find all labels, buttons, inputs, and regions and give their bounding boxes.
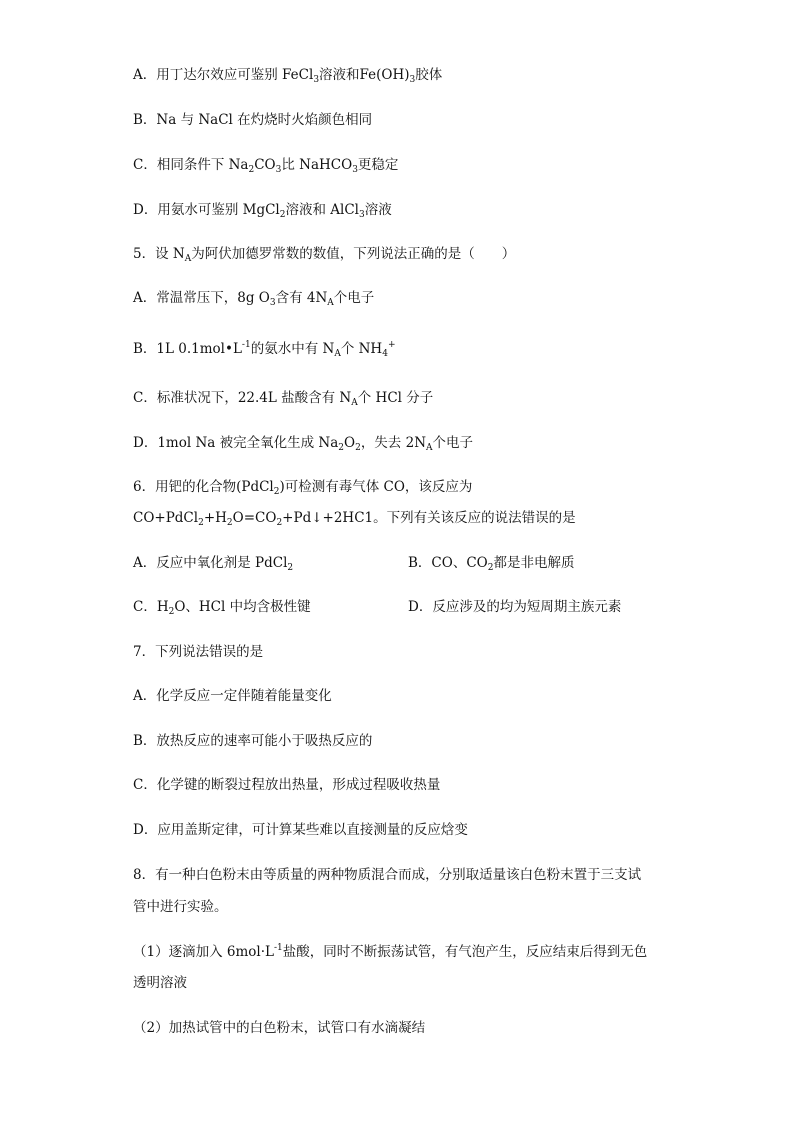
q4-option-b: B．Na 与 NaCl 在灼烧时火焰颜色相同 (133, 112, 373, 128)
q8-part1-line1: （1）逐滴加入 $6mol\cdot L^{-1}$盐酸，同时不断振荡试管，有气泡产生，反应结束后得到无色 (133, 943, 648, 960)
q5-option-a: A．常温常压下，8g $O_3$含有 $4N_A$个电子 (133, 290, 375, 308)
q8-stem-line2: 管中进行实验。 (133, 899, 228, 915)
q4-option-d: D．用氨水可鉴别 MgCl$_2$溶液和 AlCl$_3$溶液 (133, 202, 392, 220)
q5-option-d: D．1mol Na 被完全氧化生成 $Na_2O_2$，失去 $2N_A$个电子 (133, 435, 474, 453)
q8-stem-line1: 8．有一种白色粉末由等质量的两种物质混合而成，分别取适量该白色粉末置于三支试 (133, 867, 642, 883)
q6-option-b: B．CO、$CO_2$都是非电解质 (408, 555, 575, 573)
q6-stem-line2: $CO+PdCl_2+H_2O=CO_2+Pd↓+2HC1$。下列有关该反应的说法错误的是 (133, 510, 576, 528)
q7-option-a: A．化学反应一定伴随着能量变化 (133, 688, 332, 704)
q7-stem: 7．下列说法错误的是 (133, 644, 264, 660)
q5-stem: 5．设 $N_A$为阿伏加德罗常数的数值，下列说法正确的是（ ） (133, 246, 516, 264)
q6-option-d: D．反应涉及的均为短周期主族元素 (408, 599, 622, 615)
q7-option-b: B．放热反应的速率可能小于吸热反应的 (133, 733, 373, 749)
q6-option-c: C．$H_2O$、HCl 中均含极性键 (133, 599, 311, 617)
q6-option-a: A．反应中氧化剂是 PdCl$_2$ (133, 555, 294, 573)
q5-option-c: C．标准状况下，22.4L 盐酸含有 $N_A$个 HCl 分子 (133, 390, 434, 408)
q6-stem-line1: 6．用钯的化合物(PdCl$_2$)可检测有毒气体 CO，该反应为 (133, 479, 473, 497)
q4-option-a: A．用丁达尔效应可鉴别 FeCl$_3$溶液和$Fe(OH)_3$胶体 (133, 67, 443, 85)
q5-option-b: B．1L $0.1mol•L^{-1}$的氨水中有 $N_A$个 $NH_4^+$ (133, 340, 396, 359)
q4-option-c: C．相同条件下 $Na_2CO_3$比 NaHCO$_3$更稳定 (133, 157, 399, 175)
q7-option-c: C．化学键的断裂过程放出热量，形成过程吸收热量 (133, 777, 441, 793)
q8-part2: （2）加热试管中的白色粉末，试管口有水滴凝结 (133, 1020, 426, 1036)
q8-part1-line2: 透明溶液 (133, 975, 187, 991)
q7-option-d: D．应用盖斯定律，可计算某些难以直接测量的反应焓变 (133, 822, 468, 838)
